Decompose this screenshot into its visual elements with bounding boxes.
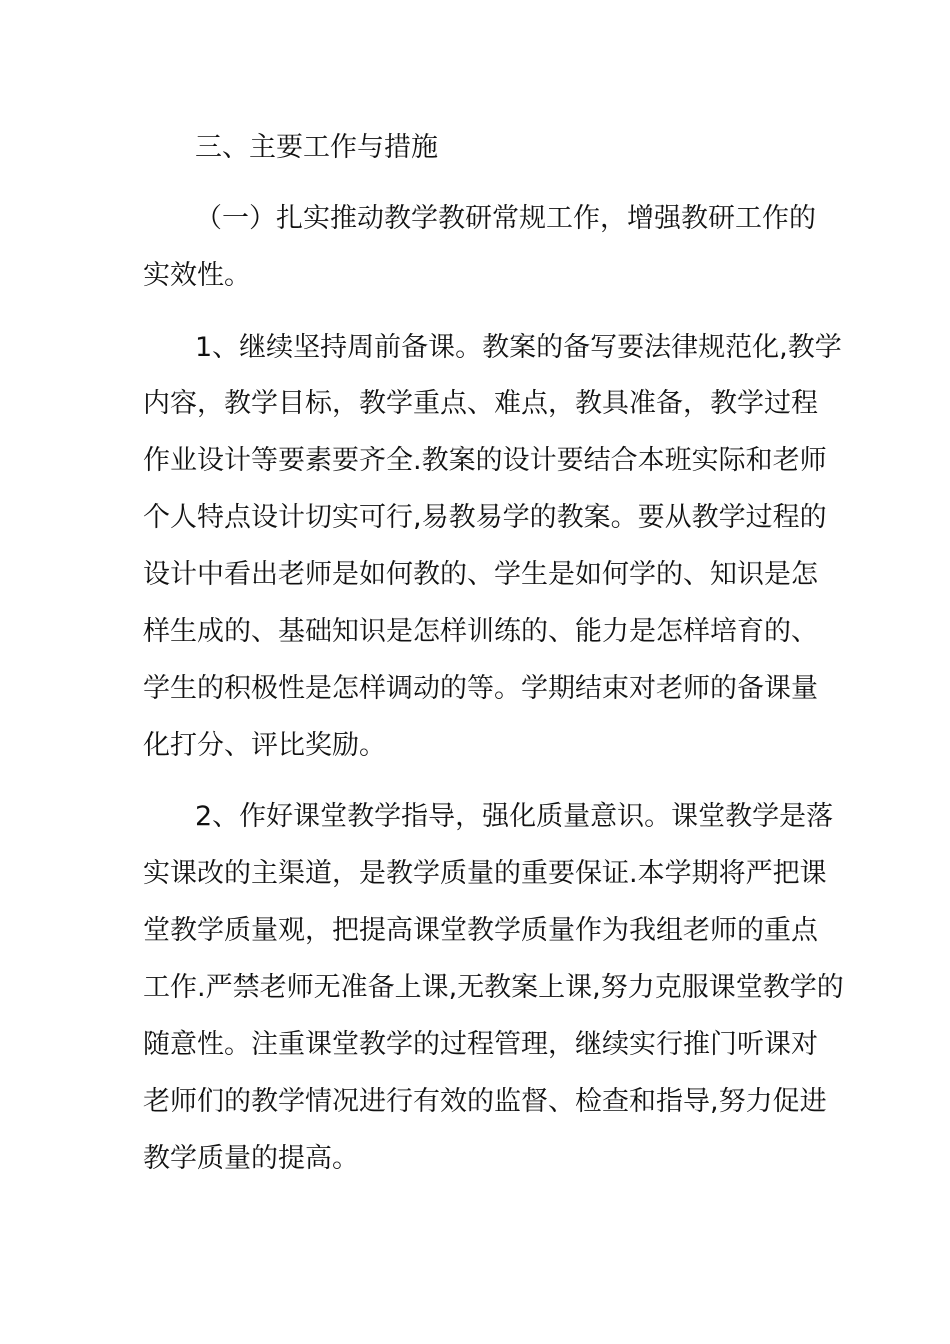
paragraph-line: 实课改的主渠道，是教学质量的重要保证.本学期将严把课	[143, 858, 827, 889]
paragraph-line: 样生成的、基础知识是怎样训练的、能力是怎样培育的、	[143, 616, 818, 647]
subsection-title-line: （一）扎实推动教学教研常规工作，增强教研工作的	[195, 203, 816, 234]
paragraph-line: 化打分、评比奖励。	[143, 730, 386, 761]
section-heading: 三、主要工作与措施	[195, 132, 438, 163]
paragraph-line: 堂教学质量观，把提高课堂教学质量作为我组老师的重点	[143, 915, 818, 946]
paragraph-line: 个人特点设计切实可行,易教易学的教案。要从教学过程的	[143, 502, 827, 533]
paragraph-line: 学生的积极性是怎样调动的等。学期结束对老师的备课量	[143, 673, 818, 704]
paragraph-line: 老师们的教学情况进行有效的监督、检查和指导,努力促进	[143, 1086, 827, 1117]
paragraph-line: 教学质量的提高。	[143, 1143, 359, 1174]
paragraph-line: 2、作好课堂教学指导，强化质量意识。课堂教学是落	[195, 801, 834, 832]
paragraph-line: 设计中看出老师是如何教的、学生是如何学的、知识是怎	[143, 559, 818, 590]
paragraph-line: 工作.严禁老师无准备上课,无教案上课,努力克服课堂教学的	[143, 972, 844, 1003]
paragraph-line: 作业设计等要素要齐全.教案的设计要结合本班实际和老师	[143, 445, 827, 476]
paragraph-line: 随意性。注重课堂教学的过程管理，继续实行推门听课对	[143, 1029, 818, 1060]
subsection-title-line: 实效性。	[143, 260, 251, 291]
paragraph-line: 内容，教学目标，教学重点、难点，教具准备，教学过程	[143, 388, 818, 419]
paragraph-line: 1、继续坚持周前备课。教案的备写要法律规范化,教学	[195, 332, 842, 363]
